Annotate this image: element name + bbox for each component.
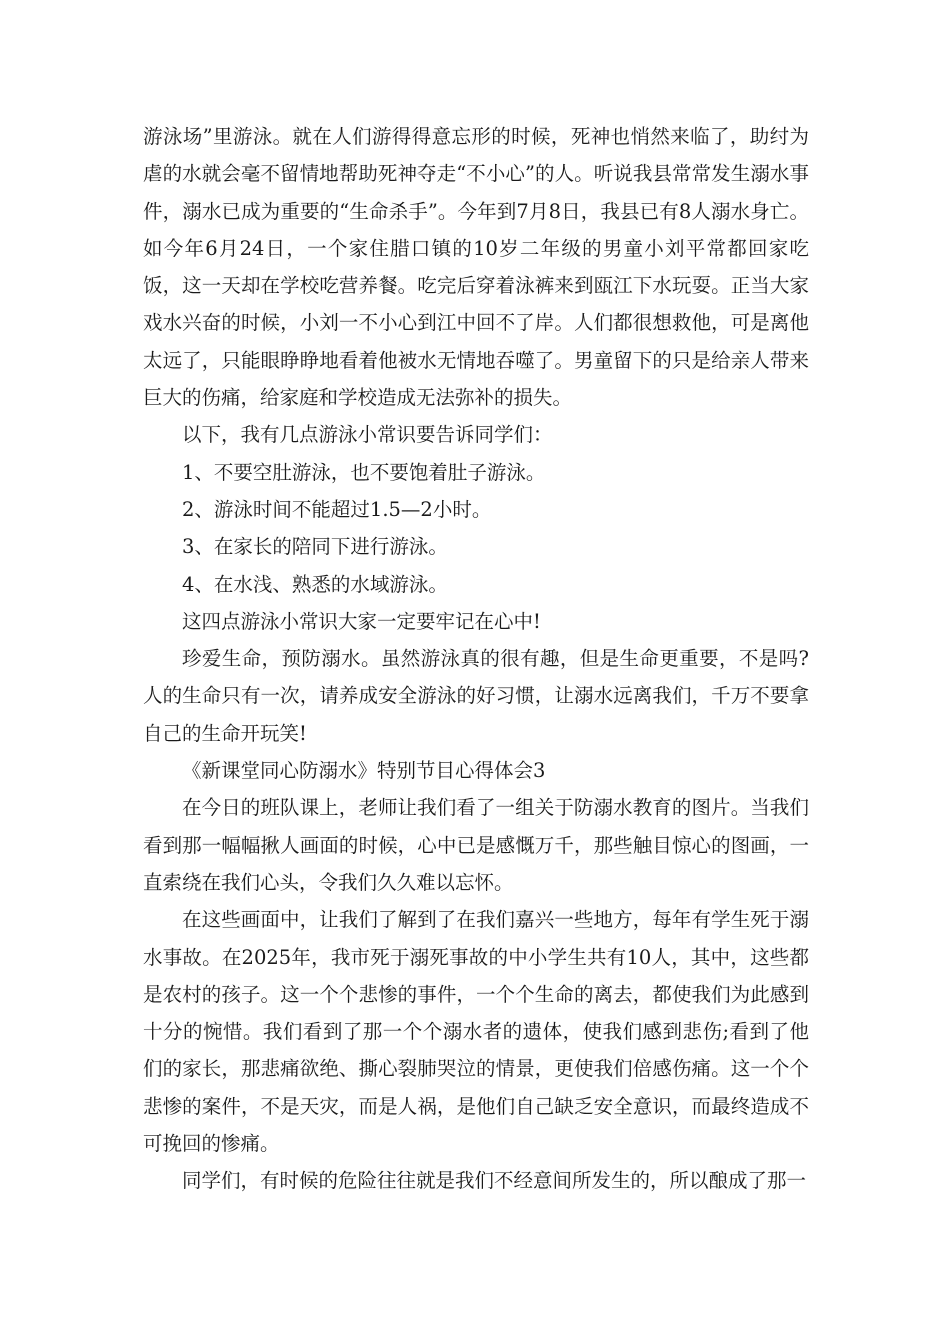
list-item-tip-2: 2、游泳时间不能超过1.5—2小时。 <box>182 497 492 521</box>
paragraph-incident-stats: 在这些画面中，让我们了解到了在我们嘉兴一些地方，每年有学生死于溺水事故。在2025年，我市死于溺死事故的中小学生共有10人，其中，这些都是农村的孩子。这一个个悲惨的事件，一个个生命的离去，都使我们为此感到十分的惋惜。我们看到了那一个个溺水者的遗体，使我们感到悲伤;看到了他们的家长，那悲痛欲绝、撕心裂肺哭泣的情景，更使我们倍感伤痛。这一个个悲惨的案件，不是天灾，而是人祸，是他们自己缺乏安全意识，而最终造成不可挽回的惨痛。 <box>143 908 809 1156</box>
paragraph-closing: 同学们，有时候的危险往往就是我们不经意间所发生的，所以酿成了那一 <box>182 1169 807 1193</box>
list-item-tip-1: 1、不要空肚游泳，也不要饱着肚子游泳。 <box>182 460 546 484</box>
document-body <box>143 118 809 1200</box>
list-item-tip-4: 4、在水浅、熟悉的水域游泳。 <box>182 572 448 596</box>
paragraph-tips-summary: 这四点游泳小常识大家一定要牢记在心中! <box>182 609 541 633</box>
paragraph-tips-intro: 以下，我有几点游泳小常识要告诉同学们： <box>182 423 553 447</box>
list-item-tip-3: 3、在家长的陪同下进行游泳。 <box>182 535 448 559</box>
paragraph-drowning-incident: 游泳场”里游泳。就在人们游得得意忘形的时候，死神也悄然来临了，助纣为虐的水就会毫不留情地帮助死神夺走“不小心”的人。听说我县常常发生溺水事件，溺水已成为重要的“生命杀手”。今年到7月8日，我县已有8人溺水身亡。如今年6月24日，一个家住腊口镇的10岁二年级的男童小刘平常都回家吃饭，这一天却在学校吃营养餐。吃完后穿着泳裤来到瓯江下水玩耍。正当大家戏水兴奋的时候，小刘一不小心到江中回不了岸。人们都很想救他，可是离他太远了，只能眼睁睁地看着他被水无情地吞噬了。男童留下的只是给亲人带来巨大的伤痛，给家庭和学校造成无法弥补的损失。 <box>143 125 809 410</box>
paragraph-class-session: 在今日的班队课上，老师让我们看了一组关于防溺水教育的图片。当我们看到那一幅幅揪人画面的时候，心中已是感慨万千，那些触目惊心的图画，一直索绕在我们心头，令我们久久难以忘怀。 <box>143 796 809 894</box>
section-heading: 《新课堂同心防溺水》特别节目心得体会3 <box>182 759 546 783</box>
paragraph-cherish-life: 珍爱生命，预防溺水。虽然游泳真的很有趣，但是生命更重要，不是吗?人的生命只有一次，请养成安全游泳的好习惯，让溺水远离我们，千万不要拿自己的生命开玩笑! <box>143 647 809 745</box>
